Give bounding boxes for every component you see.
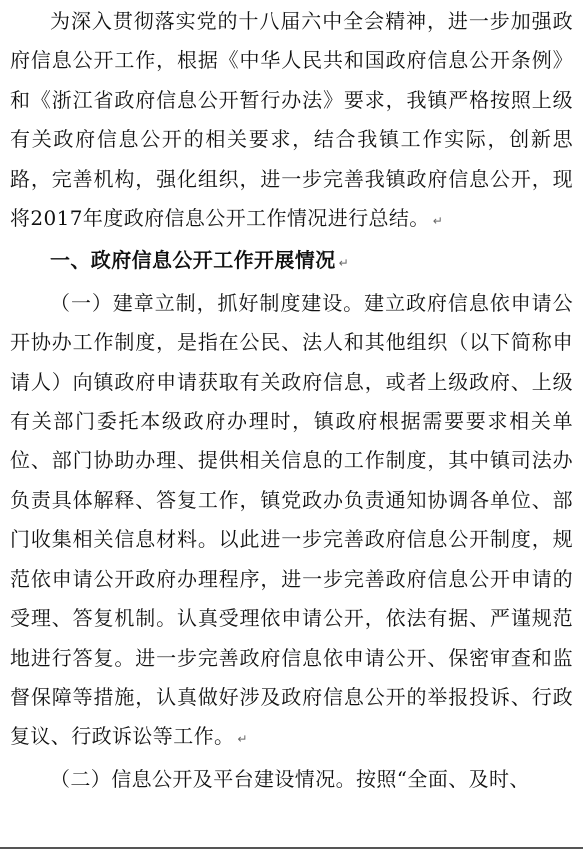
item1-paragraph <box>10 284 573 760</box>
paragraph-mark-icon: ↵ <box>432 214 443 229</box>
section-heading-text: 一、政府信息公开工作开展情况 <box>50 248 336 273</box>
paragraph-mark-icon: ↵ <box>237 732 248 747</box>
item1-text: （一）建章立制，抓好制度建设。建立政府信息依申请公开协办工作制度，是指在公民、法人和其他组织（以下简称申请人）向镇政府申请获取有关政府信息，或者上级政府、上级有关部门委托本级政府办理时，镇政府根据需要要求相关单位、部门协助办理、提供相关信息的工作制度，其中镇司法办负责具体解释、答复工作，镇党政办负责通知协调各单位、部门收集相关信息材料。以此进一步完善政府信息公开制度，规范依申请公开政府办理程序，进一步完善政府信息公开申请的受理、答复机制。认真受理依申请公开，依法有据、严谨规范地进行答复。进一步完善政府信息依申请公开、保密审查和监督保障等措施，认真做好涉及政府信息公开的举报投诉、行政复议、行政诉讼等工作。 <box>10 290 573 749</box>
item2-paragraph <box>10 760 573 799</box>
intro-paragraph <box>10 2 573 241</box>
intro-text: 为深入贯彻落实党的十八届六中全会精神，进一步加强政府信息公开工作，根据《中华人民共和国政府信息公开条例》和《浙江省政府信息公开暂行办法》要求，我镇严格按照上级有关政府信息公开的相关要求，结合我镇工作实际，创新思路，完善机构，强化组织，进一步完善我镇政府信息公开，现将2017年度政府信息公开工作情况进行总结。 <box>10 9 573 231</box>
paragraph-mark-icon: ↵ <box>338 256 349 271</box>
item2-text: （二）信息公开及平台建设情况。按照“全面、及时、 <box>50 766 530 791</box>
section-heading <box>10 241 573 283</box>
